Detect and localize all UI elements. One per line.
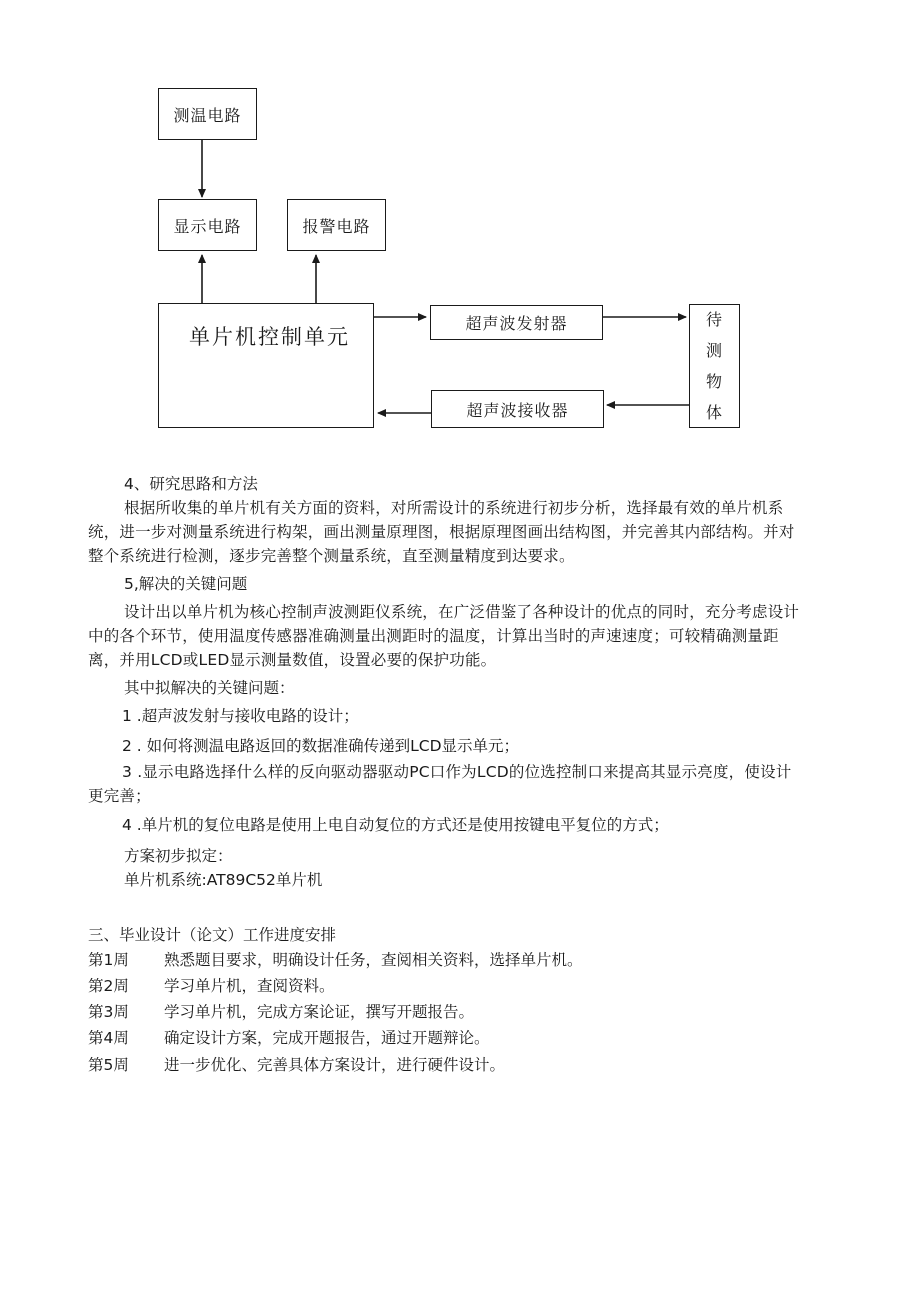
section5-heading: 5,解决的关键问题: [124, 575, 248, 593]
mcu-unit-box: [158, 303, 374, 428]
section4-body: 根据所收集的单片机有关方面的资料，对所需设计的系统进行初步分析，选择最有效的单片机系统，进一步对测量系统进行构架，画出测量原理图，根据原理图画出结构图，并完善其内部结构。并对整个系统进行检测，逐步完善整个测量系统，直至测量精度到达要求。: [88, 499, 795, 565]
schedule-week: 第1周: [88, 951, 129, 969]
key-issue-item: 4 .单片机的复位电路是使用上电自动复位的方式还是使用按键电平复位的方式；: [122, 816, 669, 834]
target-char: 体: [705, 403, 723, 422]
section5-body: 设计出以单片机为核心控制声波测距仪系统，在广泛借鉴了各种设计的优点的同时，充分考虑设计中的各个环节，使用温度传感器准确测量出测距时的温度，计算出当时的声速速度；可较精确测量距离，并用LCD或LED显示测量数值，设置必要的保护功能。: [88, 603, 800, 669]
schedule-task: 学习单片机，完成方案论证，撰写开题报告。: [164, 1003, 475, 1021]
alarm-circuit-box: [287, 199, 386, 251]
display-circuit-box: [158, 199, 257, 251]
schedule-week: 第5周: [88, 1056, 129, 1074]
transmitter-label: 超声波发射器: [465, 314, 568, 333]
transmitter-box: [430, 305, 603, 340]
schedule-task: 学习单片机，查阅资料。: [164, 977, 335, 995]
alarm-circuit-label: 报警电路: [302, 216, 371, 236]
receiver-box: [431, 390, 604, 428]
key-issue-item: 1 .超声波发射与接收电路的设计；: [122, 707, 359, 725]
plan-label: 方案初步拟定：: [124, 847, 233, 865]
schedule-task: 熟悉题目要求，明确设计任务，查阅相关资料，选择单片机。: [164, 951, 583, 969]
plan-value: 单片机系统:AT89C52单片机: [124, 871, 323, 889]
target-char: 待: [705, 310, 723, 329]
schedule-heading: 三、毕业设计（论文）工作进度安排: [88, 926, 337, 944]
key-issue-item: 3 .显示电路选择什么样的反向驱动器驱动PC口作为LCD的位选控制口来提高其显示亮度，使设计更完善；: [88, 763, 792, 805]
section4-heading: 4、研究思路和方法: [124, 475, 258, 493]
key-issues-intro: 其中拟解决的关键问题：: [124, 679, 295, 697]
display-circuit-label: 显示电路: [173, 216, 242, 236]
schedule-week: 第3周: [88, 1003, 129, 1021]
schedule-task: 确定设计方案，完成开题报告，通过开题辩论。: [164, 1029, 490, 1047]
key-issue-item: 2 . 如何将测温电路返回的数据准确传递到LCD显示单元；: [122, 737, 520, 755]
target-char: 物: [705, 372, 723, 391]
schedule-week: 第2周: [88, 977, 129, 995]
schedule-week: 第4周: [88, 1029, 129, 1047]
mcu-unit-label: 单片机控制单元: [189, 325, 350, 349]
schedule-task: 进一步优化、完善具体方案设计，进行硬件设计。: [164, 1056, 506, 1074]
target-object-box: [689, 304, 740, 428]
temp-circuit-label: 测温电路: [173, 105, 242, 125]
receiver-label: 超声波接收器: [466, 400, 569, 420]
temp-circuit-box: [158, 88, 257, 140]
target-char: 测: [705, 341, 723, 360]
